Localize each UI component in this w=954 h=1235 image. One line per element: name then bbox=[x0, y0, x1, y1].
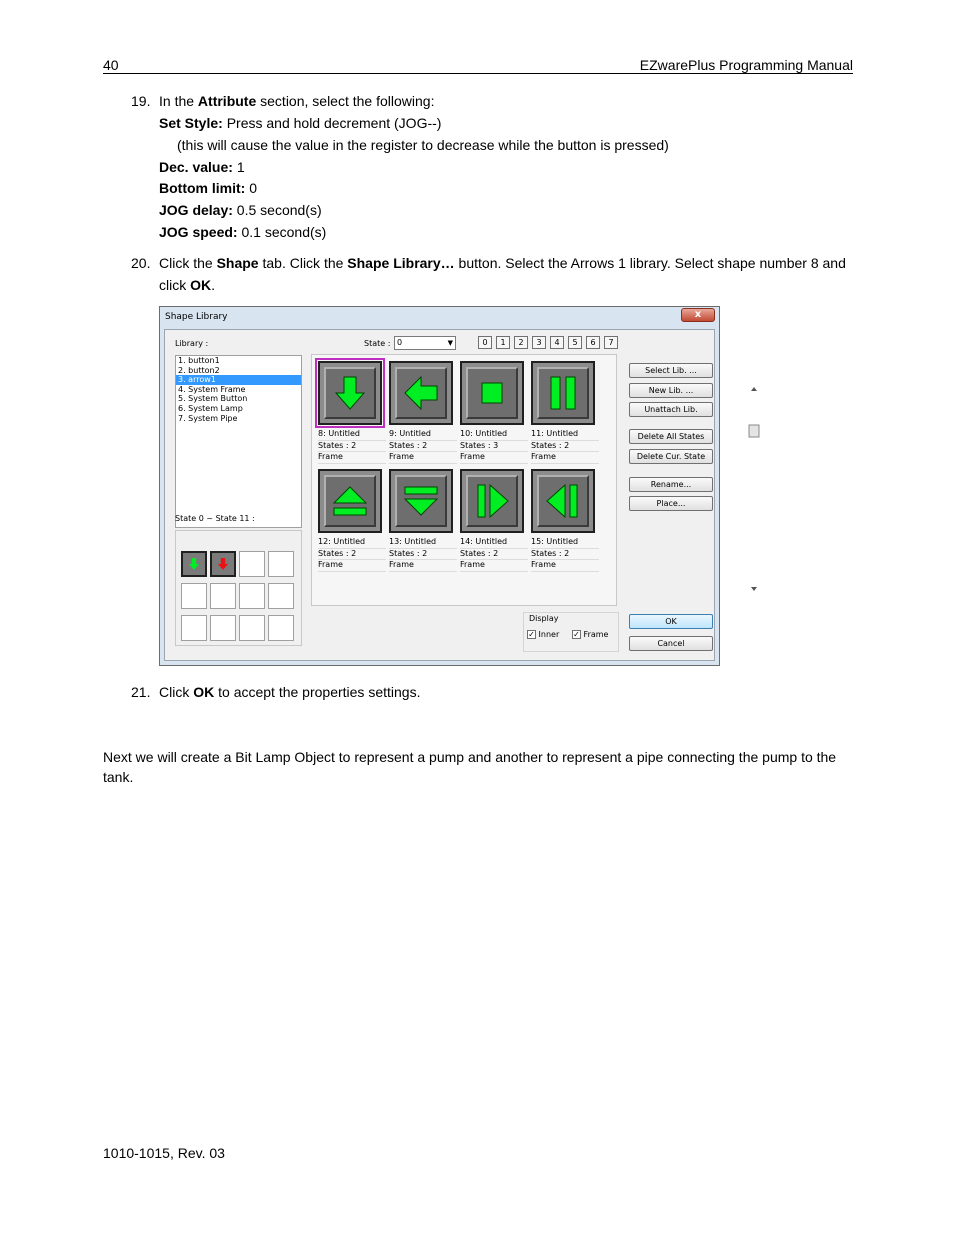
shape-caption bbox=[318, 537, 386, 572]
inner-checkbox[interactable]: ✓ Inner bbox=[528, 630, 560, 639]
set-style-line: Set Style: Press and hold decrement (JOG--) bbox=[159, 115, 442, 131]
chevron-down-icon: ▼ bbox=[447, 339, 453, 347]
delete-cur-state-button[interactable]: Delete Cur. State bbox=[629, 449, 713, 464]
arrow-down-icon bbox=[328, 371, 372, 415]
shape-cell[interactable] bbox=[460, 469, 524, 533]
library-item[interactable]: 3. arrow1 bbox=[176, 375, 301, 385]
step-21-number: 21. bbox=[131, 684, 151, 700]
shape-caption-name: 9: Untitled bbox=[389, 429, 457, 441]
dialog-body bbox=[164, 329, 715, 661]
arrow-down-icon bbox=[215, 556, 231, 572]
shape-caption-states: States : 2 bbox=[318, 549, 386, 561]
arrow-left-icon bbox=[399, 371, 443, 415]
shape-caption-frame: Frame bbox=[389, 452, 457, 464]
state-button[interactable]: 3 bbox=[532, 336, 546, 349]
shape-caption-name: 13: Untitled bbox=[389, 537, 457, 549]
jog-speed-line: JOG speed: 0.1 second(s) bbox=[159, 224, 327, 240]
library-item[interactable]: 5. System Button bbox=[178, 394, 248, 404]
grid-scrollbar[interactable] bbox=[748, 385, 760, 593]
arrow-down-icon bbox=[186, 556, 202, 572]
shape-caption bbox=[460, 429, 528, 464]
ok-button[interactable]: OK bbox=[629, 614, 713, 629]
shape-caption-states: States : 2 bbox=[318, 441, 386, 453]
library-list[interactable] bbox=[175, 355, 302, 528]
library-item[interactable]: 1. button1 bbox=[178, 356, 220, 365]
shape-caption-name: 10: Untitled bbox=[460, 429, 528, 441]
state-select[interactable]: 0 ▼ bbox=[394, 336, 456, 350]
shape-caption-frame: Frame bbox=[318, 560, 386, 572]
shape-caption bbox=[531, 537, 599, 572]
state-button[interactable]: 1 bbox=[496, 336, 510, 349]
shape-caption-states: States : 2 bbox=[389, 549, 457, 561]
play-right-icon bbox=[470, 479, 514, 523]
shape-cell[interactable] bbox=[318, 361, 382, 425]
shape-caption bbox=[531, 429, 599, 464]
page-number: 40 bbox=[103, 57, 119, 73]
delete-all-states-button[interactable]: Delete All States bbox=[629, 429, 713, 444]
checkmark-icon: ✓ bbox=[573, 630, 580, 639]
shape-caption-states: States : 2 bbox=[531, 549, 599, 561]
state-button[interactable]: 4 bbox=[550, 336, 564, 349]
shape-cell[interactable] bbox=[531, 469, 595, 533]
state-preview-grid bbox=[175, 530, 302, 646]
shape-cell[interactable] bbox=[460, 361, 524, 425]
shape-cell[interactable] bbox=[531, 361, 595, 425]
shape-library-dialog bbox=[159, 306, 720, 666]
step-20-number: 20. bbox=[131, 255, 151, 271]
bottom-limit-line: Bottom limit: 0 bbox=[159, 180, 258, 196]
state-preview-cell[interactable] bbox=[181, 551, 207, 577]
place-button[interactable]: Place... bbox=[629, 496, 713, 511]
shape-caption-frame: Frame bbox=[531, 452, 599, 464]
shape-caption bbox=[389, 429, 457, 464]
close-button[interactable]: x bbox=[681, 308, 715, 322]
shape-cell[interactable] bbox=[389, 361, 453, 425]
step-19-number: 19. bbox=[131, 93, 151, 109]
shape-caption-name: 15: Untitled bbox=[531, 537, 599, 549]
shape-caption-name: 12: Untitled bbox=[318, 537, 386, 549]
rename-button[interactable]: Rename... bbox=[629, 477, 713, 492]
state-preview-cell[interactable] bbox=[239, 551, 265, 577]
pause-icon bbox=[541, 371, 585, 415]
header-rule bbox=[103, 73, 853, 74]
eject-down-icon bbox=[399, 479, 443, 523]
state-preview-cell[interactable] bbox=[181, 583, 207, 609]
document-revision: 1010-1015, Rev. 03 bbox=[103, 1145, 225, 1161]
cancel-button[interactable]: Cancel bbox=[629, 636, 713, 651]
shape-caption bbox=[318, 429, 386, 464]
frame-checkbox[interactable]: ✓ Frame bbox=[573, 630, 609, 639]
jog-delay-line: JOG delay: 0.5 second(s) bbox=[159, 202, 322, 218]
state-button[interactable]: 0 bbox=[478, 336, 492, 349]
state-preview-cell[interactable] bbox=[210, 551, 236, 577]
state-preview-cell[interactable] bbox=[181, 615, 207, 641]
shape-caption-frame: Frame bbox=[389, 560, 457, 572]
dialog-title: Shape Library bbox=[165, 312, 228, 322]
library-item[interactable]: 4. System Frame bbox=[178, 384, 246, 394]
library-item[interactable]: 7. System Pipe bbox=[178, 413, 238, 423]
state-preview-cell[interactable] bbox=[239, 583, 265, 609]
display-label: Display bbox=[529, 614, 559, 623]
shape-cell[interactable] bbox=[318, 469, 382, 533]
shape-caption-states: States : 2 bbox=[460, 549, 528, 561]
checkmark-icon: ✓ bbox=[528, 630, 535, 639]
set-style-note: (this will cause the value in the register to decrease while the button is pressed) bbox=[177, 137, 669, 153]
state-button[interactable]: 6 bbox=[586, 336, 600, 349]
shape-caption bbox=[389, 537, 457, 572]
manual-title: EZwarePlus Programming Manual bbox=[639, 57, 853, 73]
shape-caption-frame: Frame bbox=[460, 452, 528, 464]
closing-paragraph: Next we will create a Bit Lamp Object to represent a pump and another to represent a pipe connecting the pump to the tank. bbox=[103, 749, 837, 785]
shape-caption-name: 11: Untitled bbox=[531, 429, 599, 441]
shape-caption-name: 14: Untitled bbox=[460, 537, 528, 549]
step-20-line-1: Click the Shape tab. Click the Shape Library… button. Select the Arrows 1 library. Select shape number 8 and bbox=[159, 255, 846, 271]
state-preview-cell[interactable] bbox=[239, 615, 265, 641]
shape-caption-states: States : 2 bbox=[389, 441, 457, 453]
step-21-line: Click OK to accept the properties settings. bbox=[159, 684, 421, 700]
state-button[interactable]: 5 bbox=[568, 336, 582, 349]
library-item[interactable]: 6. System Lamp bbox=[178, 403, 243, 413]
new-lib-button[interactable]: New Lib. ... bbox=[629, 383, 713, 398]
state-preview-cell[interactable] bbox=[268, 615, 294, 641]
state-range-label: State 0 ~ State 11 : bbox=[175, 514, 255, 523]
state-preview-cell[interactable] bbox=[268, 583, 294, 609]
state-button[interactable]: 2 bbox=[514, 336, 528, 349]
stop-square-icon bbox=[470, 371, 514, 415]
shape-caption-states: States : 3 bbox=[460, 441, 528, 453]
unattach-lib-button[interactable]: Unattach Lib. bbox=[629, 402, 713, 417]
state-preview-cell[interactable] bbox=[210, 583, 236, 609]
library-item[interactable]: 2. button2 bbox=[178, 365, 220, 375]
shape-caption-frame: Frame bbox=[318, 452, 386, 464]
shape-cell[interactable] bbox=[389, 469, 453, 533]
shape-caption-name: 8: Untitled bbox=[318, 429, 386, 441]
shape-caption-states: States : 2 bbox=[531, 441, 599, 453]
state-preview-cell[interactable] bbox=[268, 551, 294, 577]
shape-caption-frame: Frame bbox=[460, 560, 528, 572]
play-left-icon bbox=[541, 479, 585, 523]
state-preview-cell[interactable] bbox=[210, 615, 236, 641]
state-button[interactable]: 7 bbox=[604, 336, 618, 349]
state-label: State : bbox=[364, 339, 391, 348]
step-19-intro: In the Attribute section, select the following: bbox=[159, 93, 435, 109]
dec-value-line: Dec. value: 1 bbox=[159, 159, 245, 175]
shape-grid bbox=[311, 354, 617, 606]
shape-caption bbox=[460, 537, 528, 572]
shape-caption-frame: Frame bbox=[531, 560, 599, 572]
eject-up-icon bbox=[328, 479, 372, 523]
select-lib-button[interactable]: Select Lib. ... bbox=[629, 363, 713, 378]
library-label: Library : bbox=[175, 339, 209, 348]
step-20-line-2: click OK. bbox=[159, 277, 216, 293]
